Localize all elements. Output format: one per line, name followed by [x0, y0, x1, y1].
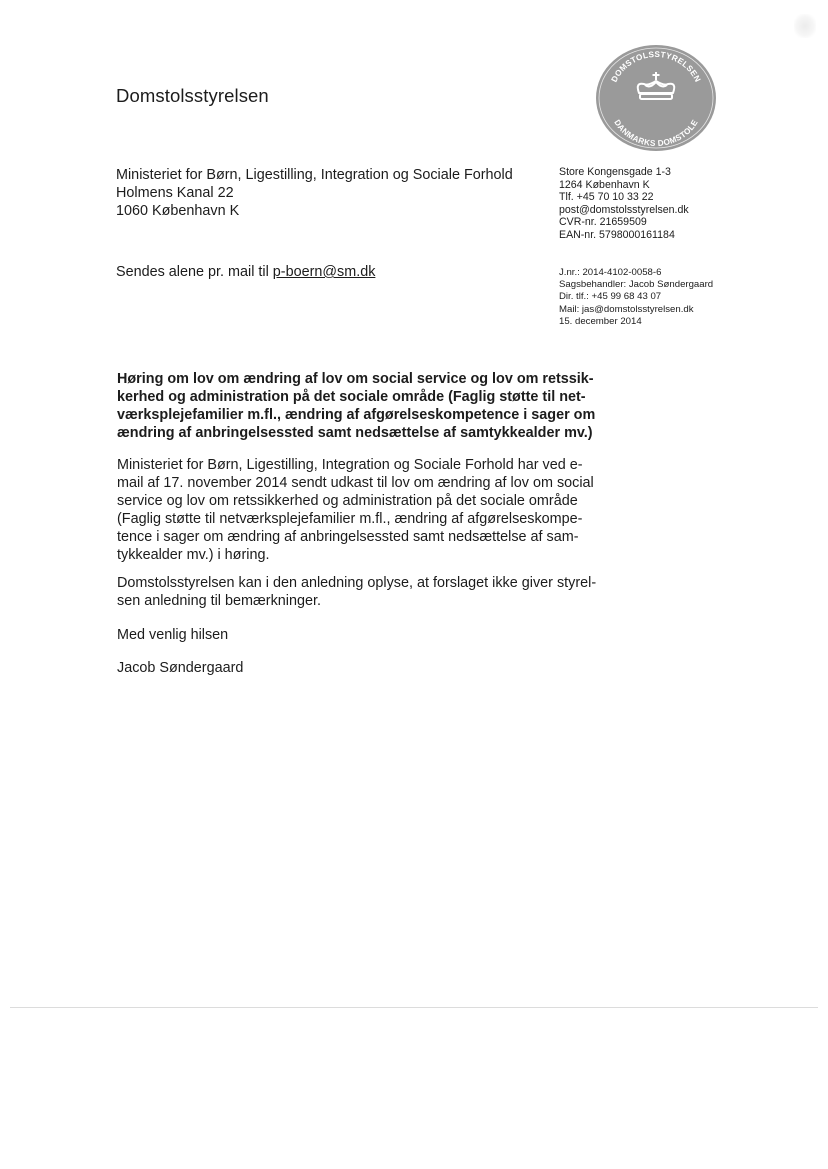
body-line: Domstolsstyrelsen kan i den anledning oplyse, at forslaget ikke giver styrel-: [117, 575, 597, 591]
body-line: (Faglig støtte til netværksplejefamilier m.fl., ændring af afgørelseskompe-: [117, 511, 583, 527]
case-number: J.nr.: 2014-4102-0058-6: [559, 267, 662, 278]
body-line: tence i sager om ændring af anbringelsessted samt nedsættelse af sam-: [117, 529, 579, 545]
court-seal-logo: [595, 44, 717, 152]
contact-line: CVR-nr. 21659509: [559, 216, 647, 229]
recipient-line: 1060 København K: [116, 203, 240, 219]
body-line: service og lov om retssikkerhed og administration på det sociale område: [117, 493, 578, 509]
contact-line: Store Kongensgade 1-3: [559, 166, 671, 178]
body-line: sen anledning til bemærkninger.: [117, 593, 321, 609]
recipient-address: [116, 166, 513, 220]
signature-name: Jacob Søndergaard: [117, 660, 244, 676]
svg-text:DOMSTOLSSTYRELSEN: DOMSTOLSSTYRELSEN: [609, 49, 703, 84]
sender-contact-block: [559, 166, 689, 242]
case-info-block: [559, 267, 713, 328]
body-line: tykkealder mv.) i høring.: [117, 547, 270, 563]
delivery-note: [116, 264, 375, 280]
body-paragraph-2: [117, 574, 596, 610]
body-line: mail af 17. november 2014 sendt udkast til lov om ændring af lov om social: [117, 475, 594, 491]
letter-date: 15. december 2014: [559, 315, 642, 327]
delivery-note-text: Sendes alene pr. mail til: [116, 264, 273, 280]
recipient-line: Ministeriet for Børn, Ligestilling, Integration og Sociale Forhold: [116, 167, 513, 183]
closing-greeting: Med venlig hilsen: [117, 627, 229, 643]
subject-heading: [117, 370, 617, 442]
sender-name: Domstolsstyrelsen: [116, 85, 269, 106]
subject-line: Høring om lov om ændring af lov om social service og lov om retssik-: [117, 371, 594, 387]
body-paragraph-1: [117, 456, 594, 564]
subject-line: kerhed og administration på det sociale område (Faglig støtte til net-: [117, 389, 586, 405]
recipient-line: Holmens Kanal 22: [116, 185, 234, 201]
handler-email: Mail: jas@domstolsstyrelsen.dk: [559, 303, 694, 315]
contact-line: EAN-nr. 5798000161184: [559, 228, 675, 241]
svg-text:DANMARKS DOMSTOLE: DANMARKS DOMSTOLE: [612, 118, 700, 149]
body-line: Ministeriet for Børn, Ligestilling, Integration og Sociale Forhold har ved e-: [117, 457, 583, 473]
recipient-email-link[interactable]: p-boern@sm.dk: [272, 264, 376, 280]
direct-phone: Dir. tlf.: +45 99 68 43 07: [559, 291, 662, 303]
page-divider: [10, 1007, 818, 1008]
case-handler: Sagsbehandler: Jacob Søndergaard: [559, 279, 714, 291]
scan-artifact: [794, 14, 816, 38]
contact-line: Tlf. +45 70 10 33 22: [559, 191, 654, 204]
subject-line: værksplejefamilier m.fl., ændring af afgørelseskompetence i sager om: [117, 407, 596, 423]
subject-line: ændring af anbringelsessted samt nedsættelse af samtykkealder mv.): [117, 425, 593, 441]
contact-line: post@domstolsstyrelsen.dk: [559, 203, 689, 216]
contact-line: 1264 København K: [559, 178, 650, 191]
